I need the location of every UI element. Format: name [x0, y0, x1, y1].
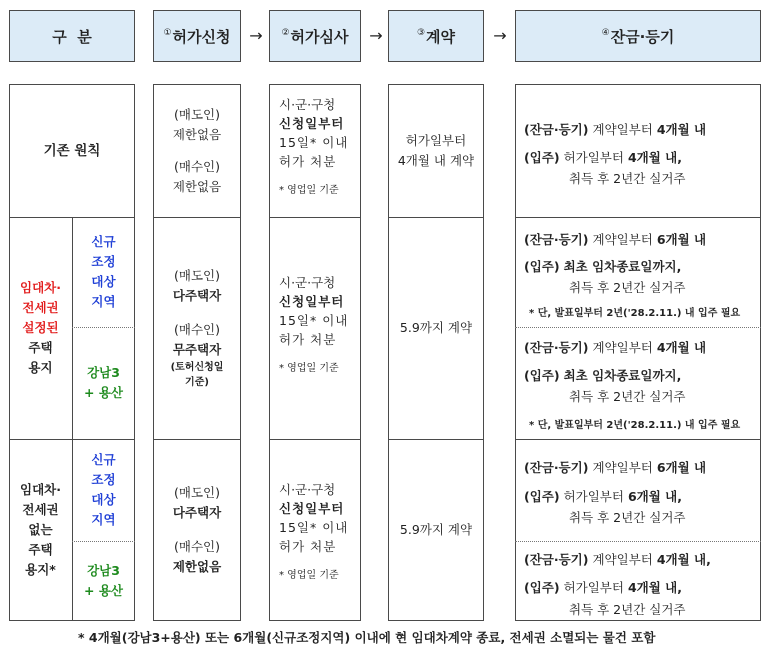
final-base-move: (입주) 허가일부터 4개월 내, [524, 150, 682, 165]
final-rental-gangnam-proviso: * 단, 발표일부터 2년('28.2.11.) 내 입주 필요 [529, 420, 741, 431]
final-norental-gangnam-pay: (잔금·등기) 계약일부터 4개월 내, [524, 552, 711, 567]
final-rental-gangnam-move: (입주) 최초 임차종료일까지, [524, 368, 682, 383]
header-step-apply: ① 허가신청 [153, 10, 241, 62]
apply-base: (매도인) 제한없음 (매수인) 제한없음 [172, 106, 222, 194]
review-rental: 시·군·구청 신청일부터 15일* 이내 허가 처분 * 영업일 기준 [279, 275, 349, 374]
apply-rental: (매도인) 다주택자 (매수인) 무주택자 (토허신청일 기준) [170, 268, 224, 388]
contract-norental: 5.9까지 계약 [399, 522, 473, 537]
arrow-icon: → [493, 26, 507, 45]
final-rental-new-pay: (잔금·등기) 계약일부터 6개월 내 [524, 232, 707, 247]
final-base-pay: (잔금·등기) 계약일부터 4개월 내 [524, 122, 707, 137]
arrow-icon: → [369, 26, 383, 45]
final-norental-new-move: (입주) 허가일부터 6개월 내, [524, 489, 682, 504]
final-rental-gangnam-actual: 취득 후 2년간 실거주 [569, 389, 686, 404]
final-norental-new-actual: 취득 후 2년간 실거주 [569, 510, 686, 525]
header-step-contract: ③ 계약 [388, 10, 484, 62]
final-norental-gangnam-actual: 취득 후 2년간 실거주 [569, 602, 686, 617]
header-category: 구 분 [9, 10, 135, 62]
final-norental-gangnam-move: (입주) 허가일부터 4개월 내, [524, 580, 682, 595]
final-rental-new-actual: 취득 후 2년간 실거주 [569, 280, 686, 295]
header-step-review: ② 허가심사 [269, 10, 361, 62]
row-label-new-zone-2: 신규 조정 대상 지역 [91, 452, 116, 527]
review-base: 시·군·구청 신청일부터 15일* 이내 허가 처분 * 영업일 기준 [279, 97, 349, 196]
footnote: * 4개월(강남3+용산) 또는 6개월(신규조정지역) 이내에 현 임대차계약 종료, 전세권 소멸되는 물건 포함 [78, 630, 656, 645]
final-rental-gangnam-pay: (잔금·등기) 계약일부터 4개월 내 [524, 340, 707, 355]
final-rental-new-proviso: * 단, 발표일부터 2년('28.2.11.) 내 입주 필요 [529, 308, 741, 319]
final-base-actual: 취득 후 2년간 실거주 [569, 171, 686, 186]
row-label-base: 기존 원칙 [43, 142, 101, 159]
row-label-rental: 임대차· 전세권 설정된 주택 용지 [20, 280, 61, 375]
review-norental: 시·군·구청 신청일부터 15일* 이내 허가 처분 * 영업일 기준 [279, 482, 349, 581]
final-norental-new-pay: (잔금·등기) 계약일부터 6개월 내 [524, 460, 707, 475]
row-label-new-zone-1: 신규 조정 대상 지역 [91, 234, 116, 309]
final-rental-new-move: (입주) 최초 임차종료일까지, [524, 259, 682, 274]
contract-base: 허가일부터 4개월 내 계약 [397, 132, 475, 168]
row-label-gangnam-1: 강남3 + 용산 [84, 365, 123, 400]
row-label-gangnam-2: 강남3 + 용산 [84, 563, 123, 598]
apply-norental: (매도인) 다주택자 (매수인) 제한없음 [172, 485, 222, 574]
arrow-icon: → [249, 26, 263, 45]
header-step-final: ④ 잔금·등기 [515, 10, 761, 62]
row-label-norental: 임대차· 전세권 없는 주택 용지* [20, 482, 61, 577]
contract-rental: 5.9까지 계약 [399, 320, 473, 335]
